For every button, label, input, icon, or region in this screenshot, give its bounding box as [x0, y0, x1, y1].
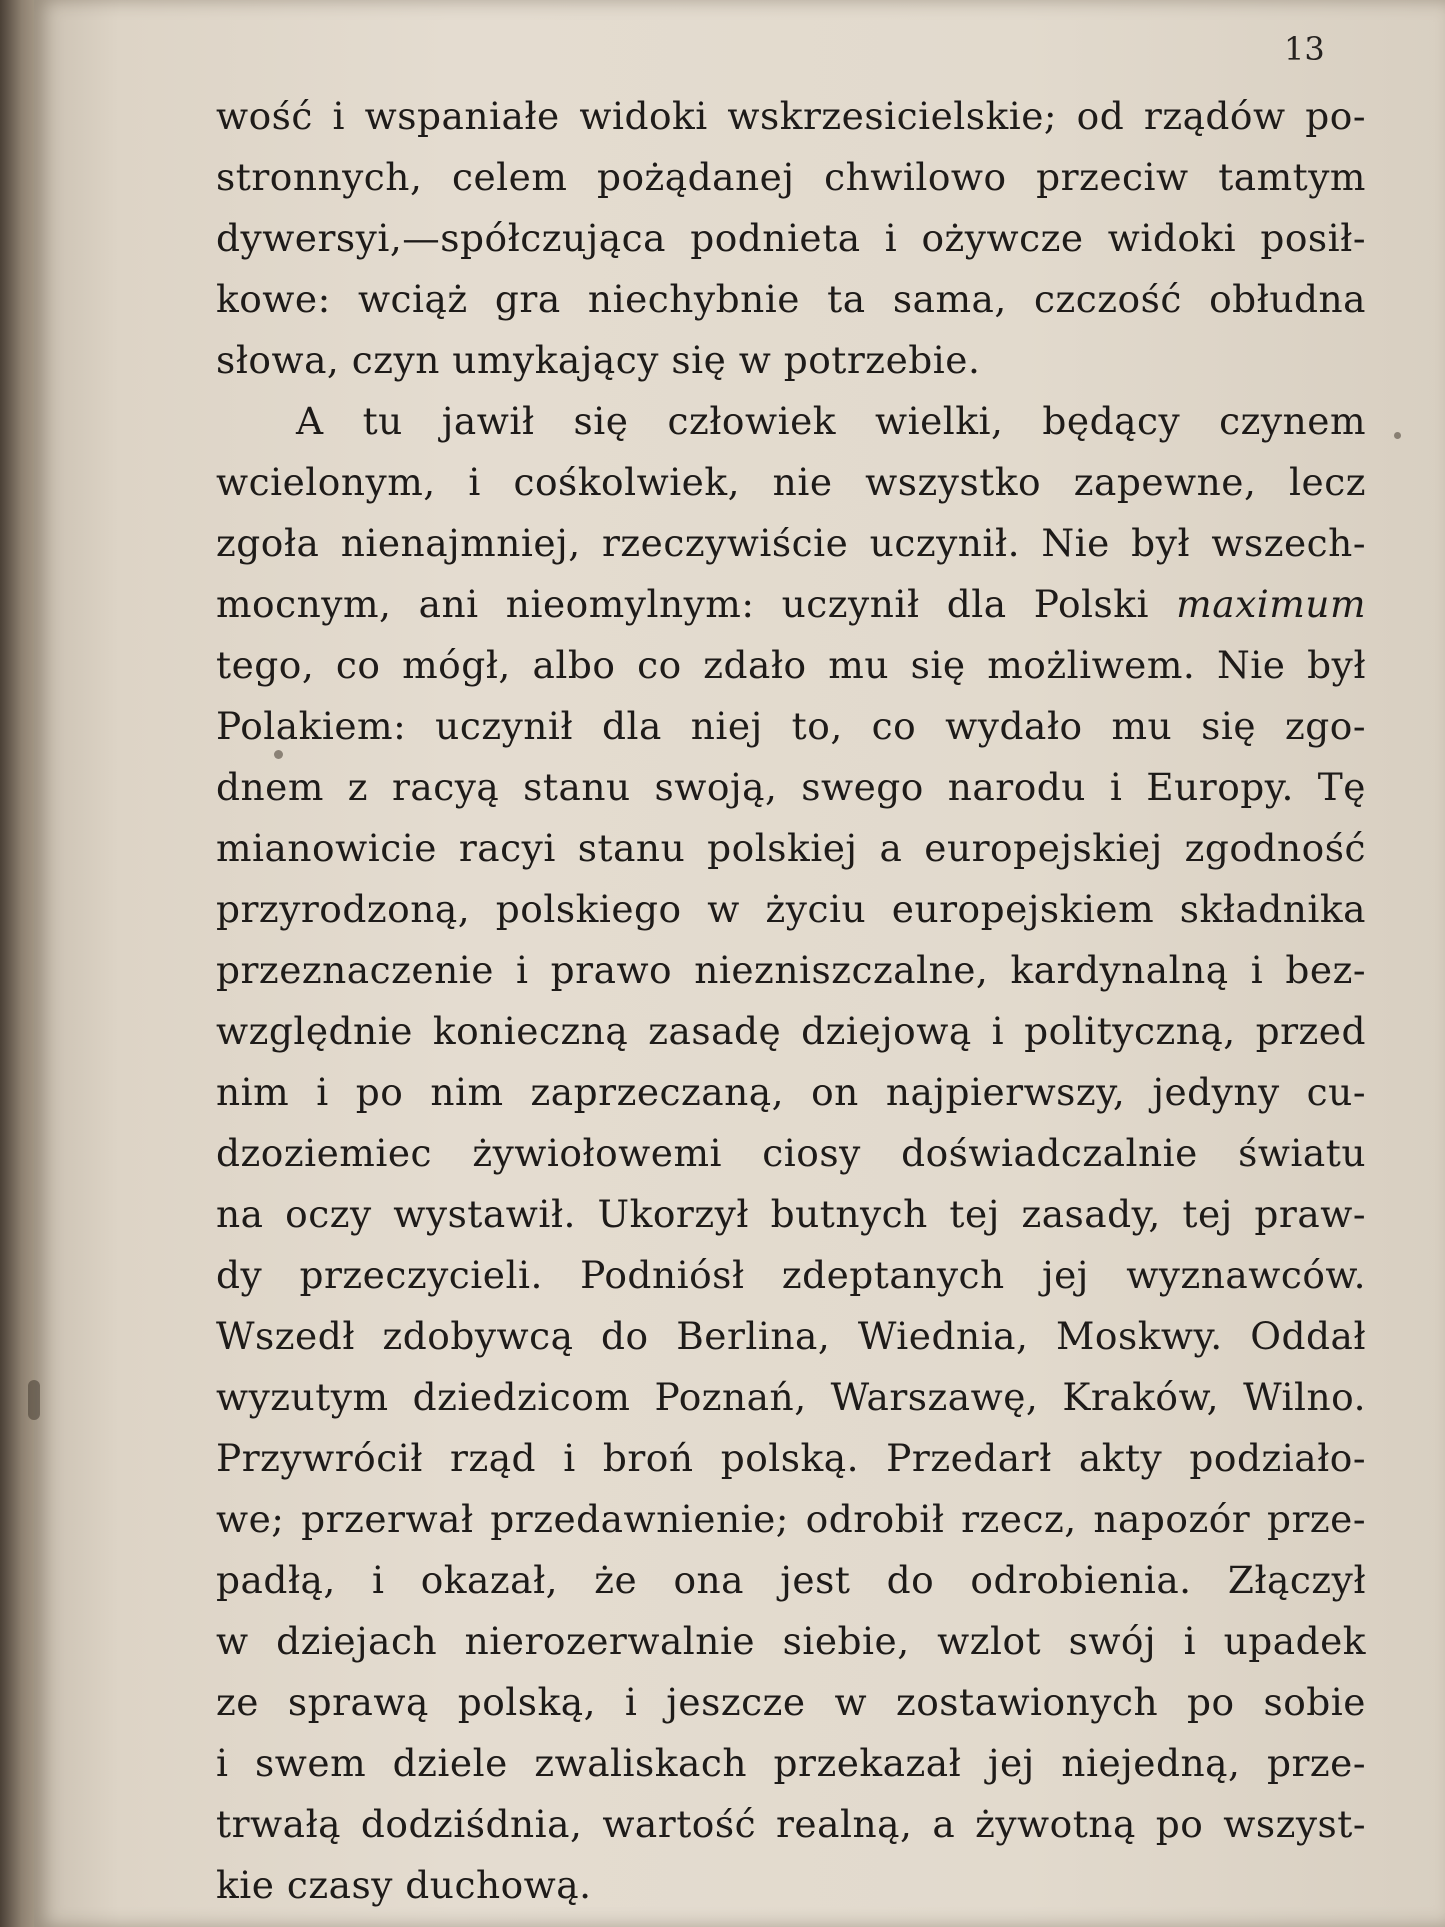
text-line: wcielonym, i cośkolwiek, nie wszystko zapewne, lecz [216, 460, 1366, 504]
text-line: trwałą dodziśdnia, wartość realną, a żywotną po wszyst- [216, 1802, 1366, 1846]
text-line: kie czasy duchową. [216, 1863, 592, 1907]
page-number: 13 [1284, 30, 1325, 68]
text-line: stronnych, celem pożądanej chwilowo przeciw tamtym [216, 155, 1366, 199]
text-line: tego, co mógł, albo co zdało mu się możliwem. Nie był [216, 643, 1366, 687]
text-line: wość i wspaniałe widoki wskrzesicielskie; od rządów po- [216, 94, 1366, 138]
italic-word: maximum [1176, 582, 1366, 626]
text-line: dywersyi,—spółczująca podnieta i ożywcze widoki posił- [216, 216, 1366, 260]
text-line: dnem z racyą stanu swoją, swego narodu i Europy. Tę [216, 765, 1366, 809]
text-line: Polakiem: uczynił dla niej to, co wydało mu się zgo- [216, 704, 1366, 748]
text-line: nim i po nim zaprzeczaną, on najpierwszy, jedyny cu- [216, 1070, 1366, 1114]
text-line: przeznaczenie i prawo niezniszczalne, kardynalną i bez- [216, 948, 1366, 992]
text-line: Przywrócił rząd i broń polską. Przedarł akty podziało- [216, 1436, 1366, 1480]
ink-spot [28, 1380, 40, 1420]
text-line: A tu jawił się człowiek wielki, będący czynem [296, 399, 1366, 443]
text-line: ze sprawą polską, i jeszcze w zostawionych po sobie [216, 1680, 1366, 1724]
text-line: wyzutym dziedzicom Poznań, Warszawę, Kraków, Wilno. [216, 1375, 1366, 1419]
text-line: Wszedł zdobywcą do Berlina, Wiednia, Moskwy. Oddał [216, 1314, 1366, 1358]
text-line: mocnym, ani nieomylnym: uczynił dla Polski maximum [216, 582, 1366, 626]
body-text [216, 86, 1366, 1916]
text-line: przyrodzoną, polskiego w życiu europejskiem składnika [216, 887, 1366, 931]
ink-spot [274, 750, 283, 759]
text-line: dzoziemiec żywiołowemi ciosy doświadczalnie światu [216, 1131, 1366, 1175]
text-line: i swem dziele zwaliskach przekazał jej niejedną, prze- [216, 1741, 1366, 1785]
text-line: kowe: wciąż gra niechybnie ta sama, czczość obłudna [216, 277, 1366, 321]
text-line: na oczy wystawił. Ukorzył butnych tej zasady, tej praw- [216, 1192, 1366, 1236]
text-line: padłą, i okazał, że ona jest do odrobienia. Złączył [216, 1558, 1366, 1602]
text-line: dy przeczycieli. Podniósł zdeptanych jej wyznawców. [216, 1253, 1366, 1297]
text-line: mianowicie racyi stanu polskiej a europejskiej zgodność [216, 826, 1366, 870]
text-line: w dziejach nierozerwalnie siebie, wzlot swój i upadek [216, 1619, 1366, 1663]
text-line: względnie konieczną zasadę dziejową i polityczną, przed [216, 1009, 1366, 1053]
text-line: we; przerwał przedawnienie; odrobił rzecz, napozór prze- [216, 1497, 1366, 1541]
ink-spot [1394, 432, 1401, 439]
text-line: zgoła nienajmniej, rzeczywiście uczynił. Nie był wszech- [216, 521, 1366, 565]
book-page [34, 0, 1445, 1927]
text-line: słowa, czyn umykający się w potrzebie. [216, 338, 981, 382]
